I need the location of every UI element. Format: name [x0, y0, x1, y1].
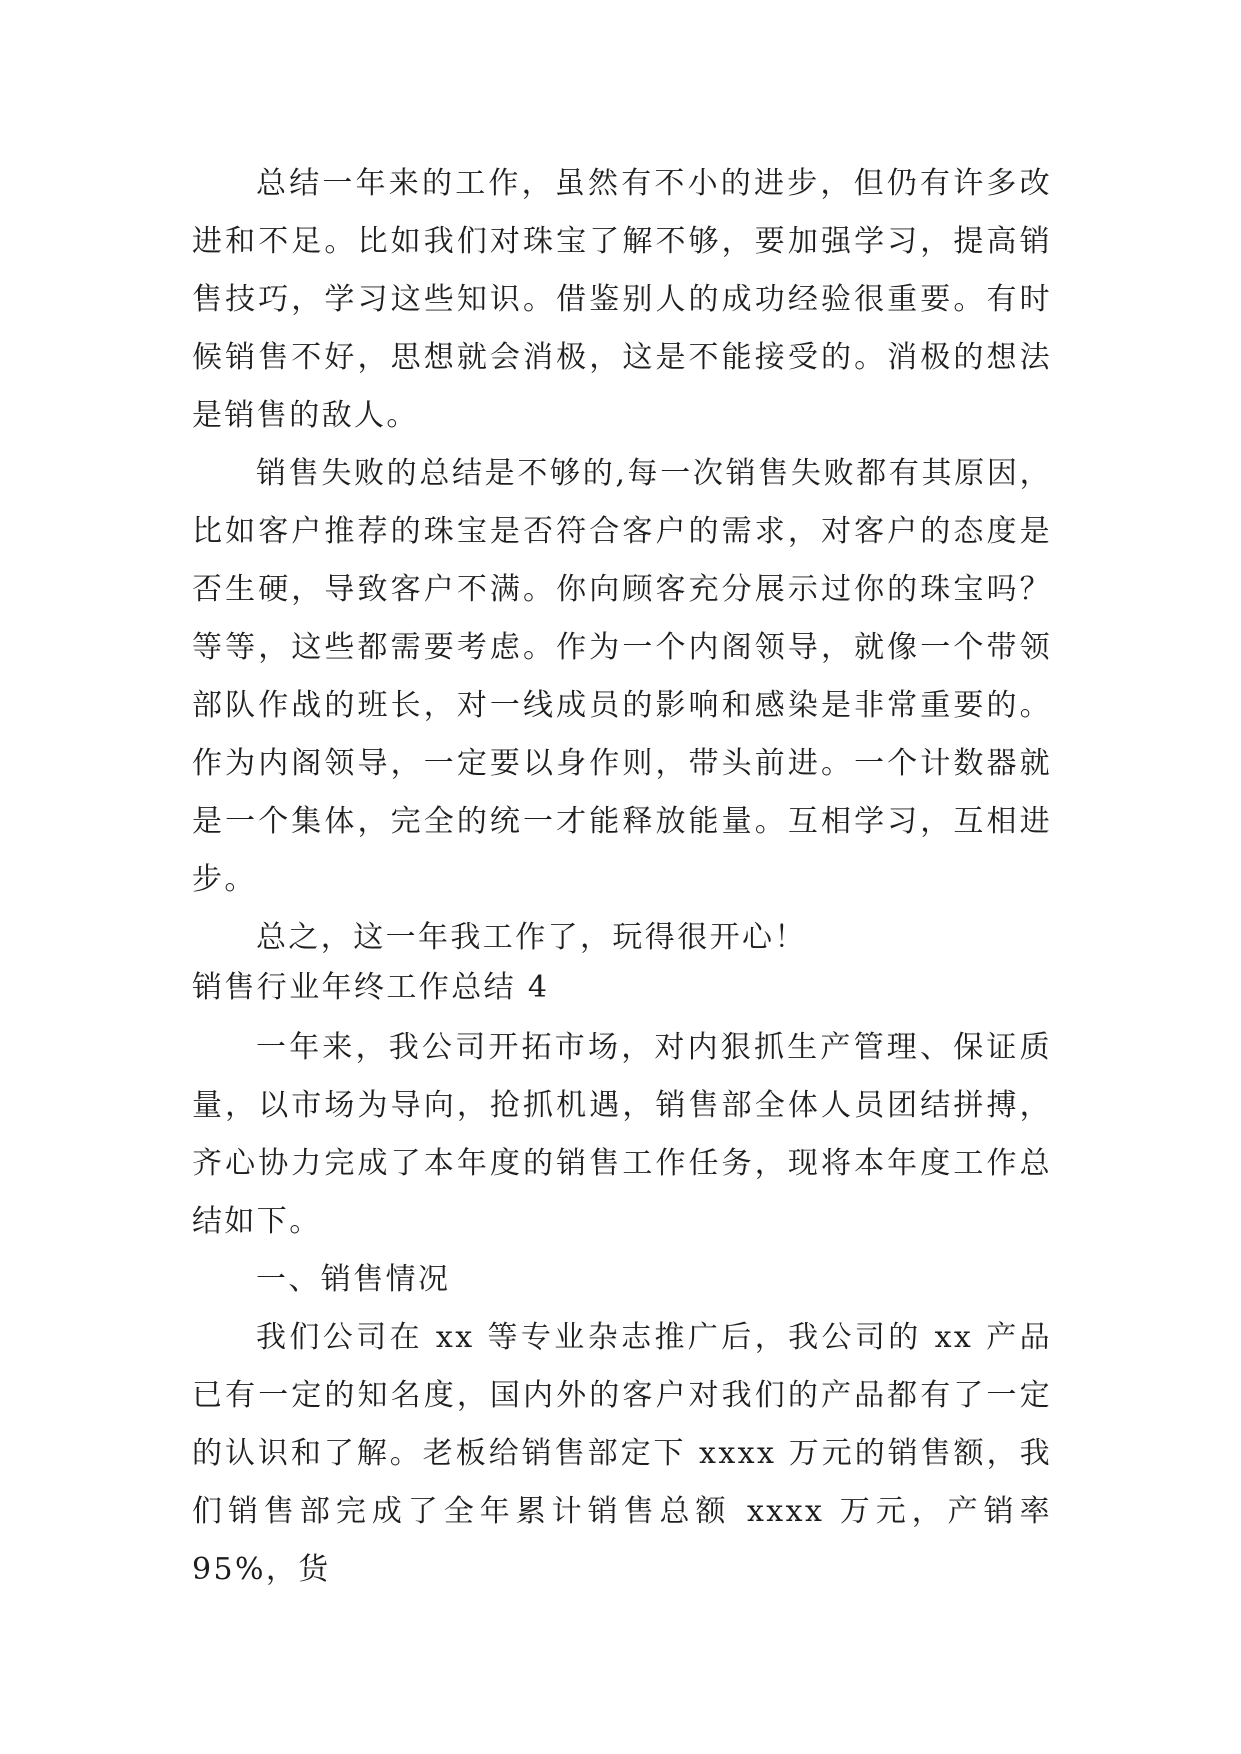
section-heading: 销售行业年终工作总结 4 [192, 970, 550, 1005]
paragraph-sales-details: 我们公司在 xx 等专业杂志推广后，我公司的 xx 产品已有一定的知名度，国内外的客户对我们的产品都有了一定的认识和了解。老板给销售部定下 xxxx 万元的销售额，我们销售部完成了全年累计销售总额 xxxx 万元，产销率 95%，货 [192, 1320, 1052, 1587]
document-body [192, 155, 1052, 1599]
paragraph-year-overview: 一年来，我公司开拓市场，对内狠抓生产管理、保证质量，以市场为导向，抢抓机遇，销售部全体人员团结拼搏，齐心协力完成了本年度的销售工作任务，现将本年度工作总结如下。 [192, 1030, 1052, 1239]
subheading-sales-status: 一、销售情况 [256, 1262, 451, 1297]
paragraph-summary-year: 总结一年来的工作，虽然有不小的进步，但仍有许多改进和不足。比如我们对珠宝了解不够，要加强学习，提高销售技巧，学习这些知识。借鉴别人的成功经验很重要。有时候销售不好，思想就会消极，这是不能接受的。消极的想法是销售的敌人。 [192, 166, 1052, 433]
paragraph-conclusion: 总之，这一年我工作了，玩得很开心！ [256, 920, 807, 955]
paragraph-sales-failure: 销售失败的总结是不够的,每一次销售失败都有其原因，比如客户推荐的珠宝是否符合客户的需求，对客户的态度是否生硬，导致客户不满。你向顾客充分展示过你的珠宝吗？等等，这些都需要考虑。作为一个内阁领导，就像一个带领部队作战的班长，对一线成员的影响和感染是非常重要的。作为内阁领导，一定要以身作则，带头前进。一个计数器就是一个集体，完全的统一才能释放能量。互相学习，互相进步。 [192, 456, 1052, 897]
